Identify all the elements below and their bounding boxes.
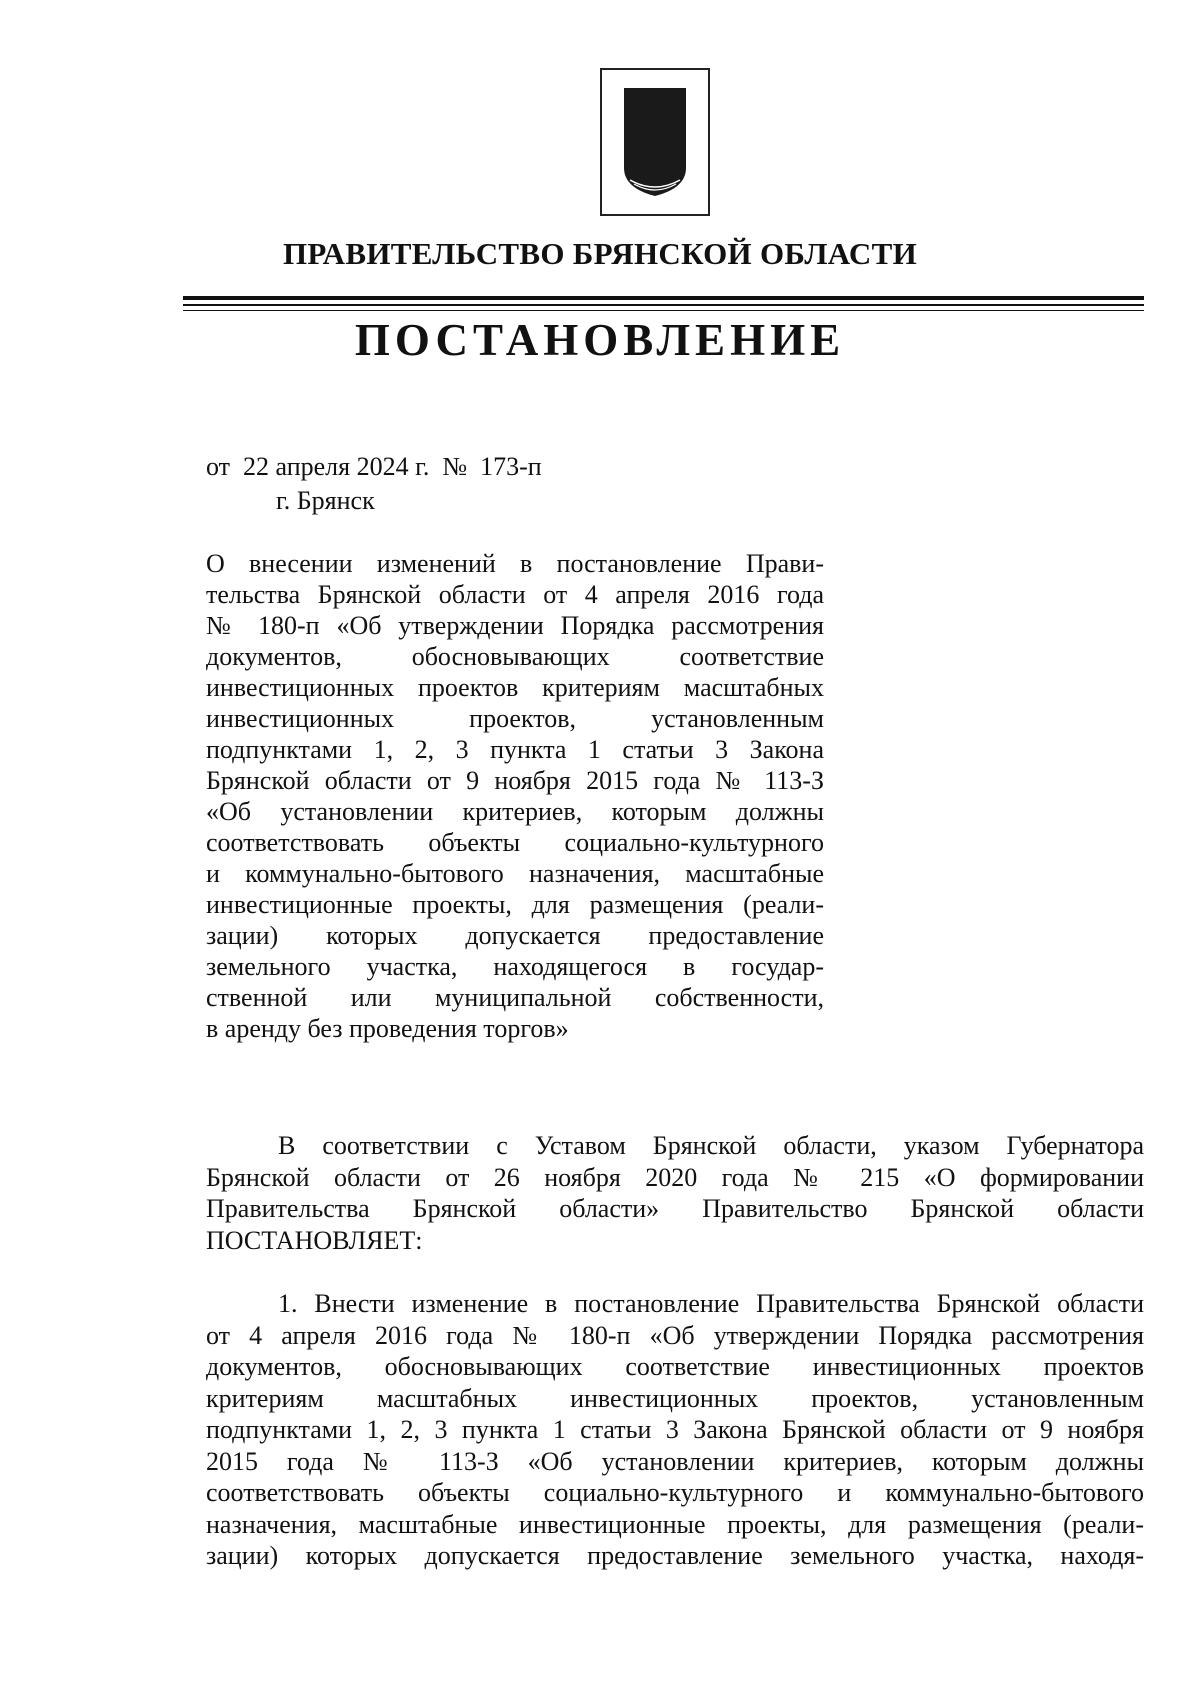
title-line: инвестиционных проектов, установленным xyxy=(206,704,824,733)
title-line: О внесении изменений в постановление Прави- xyxy=(206,549,824,578)
paragraph-line: зации) которых допускается предоставление земельного участка, находя- xyxy=(206,1541,1144,1570)
title-line: в аренду без проведения торгов» xyxy=(206,1014,569,1043)
organization-title: ПРАВИТЕЛЬСТВО БРЯНСКОЙ ОБЛАСТИ xyxy=(282,236,918,271)
document-city: г. Брянск xyxy=(276,486,375,515)
paragraph-line: 1. Внести изменение в постановление Правительства Брянской области xyxy=(278,1289,1144,1318)
title-line: Брянской области от 9 ноября 2015 года № 113-З xyxy=(206,766,824,795)
paragraph-line: ПОСТАНОВЛЯЕТ: xyxy=(206,1225,423,1255)
title-line: ственной или муниципальной собственности, xyxy=(206,983,824,1012)
header-rule-thin xyxy=(183,310,1144,311)
paragraph-line: Правительства Брянской области» Правительство Брянской области xyxy=(206,1194,1144,1223)
coat-of-arms-emblem xyxy=(600,68,710,216)
paragraph-line: от 4 апреля 2016 года № 180-п «Об утверждении Порядка рассмотрения xyxy=(206,1320,1144,1350)
title-line: соответствовать объекты социально-культурного xyxy=(206,828,824,857)
document-title xyxy=(206,548,824,1044)
title-line: и коммунально-бытового назначения, масштабные xyxy=(206,859,824,888)
paragraph-line: назначения, масштабные инвестиционные проекты, для размещения (реали- xyxy=(206,1509,1144,1539)
shield-icon xyxy=(620,84,690,202)
item-1-paragraph xyxy=(206,1288,1144,1572)
paragraph-line: подпунктами 1, 2, 3 пункта 1 статьи 3 Закона Брянской области от 9 ноября xyxy=(206,1415,1144,1444)
paragraph-line: 2015 года № 113-З «Об установлении критериев, которым должны xyxy=(206,1446,1144,1476)
title-line: инвестиционные проекты, для размещения (реали- xyxy=(206,890,824,919)
paragraph-line: критериям масштабных инвестиционных проектов, установленным xyxy=(206,1383,1144,1413)
title-line: инвестиционных проектов критериям масштабных xyxy=(206,673,824,702)
title-line: тельства Брянской области от 4 апреля 2016 года xyxy=(206,580,824,609)
paragraph-line: документов, обосновывающих соответствие инвестиционных проектов xyxy=(206,1352,1144,1381)
title-line: № 180-п «Об утверждении Порядка рассмотрения xyxy=(206,611,824,640)
title-line: земельного участка, находящегося в государ- xyxy=(206,952,824,981)
paragraph-line: В соответствии с Уставом Брянской области, указом Губернатора xyxy=(278,1131,1144,1160)
document-type: ПОСТАНОВЛЕНИЕ xyxy=(354,315,846,365)
title-line: зации) которых допускается предоставление xyxy=(206,921,824,950)
paragraph-line: соответствовать объекты социально-культурного и коммунально-бытового xyxy=(206,1478,1144,1507)
document-date-number: от 22 апреля 2024 г. № 173-п xyxy=(206,452,542,481)
header-rule-thick xyxy=(183,296,1144,300)
title-line: подпунктами 1, 2, 3 пункта 1 статьи 3 Закона xyxy=(206,735,824,764)
title-line: документов, обосновывающих соответствие xyxy=(206,642,824,671)
preamble-paragraph xyxy=(206,1130,1144,1256)
paragraph-line: Брянской области от 26 ноября 2020 года № 215 «О формировании xyxy=(206,1162,1144,1192)
header-rule-medium xyxy=(183,304,1144,306)
title-line: «Об установлении критериев, которым должны xyxy=(206,797,824,826)
